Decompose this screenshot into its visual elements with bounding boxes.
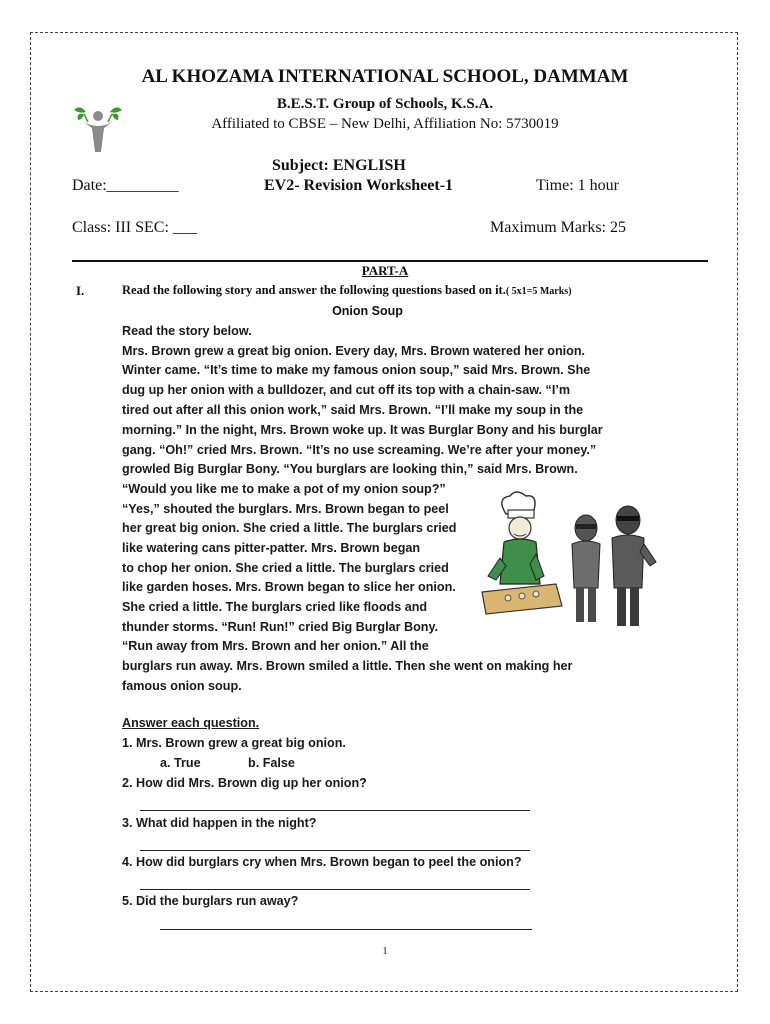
questions-heading: Answer each question. (122, 716, 260, 730)
story-line: “Yes,” shouted the burglars. Mrs. Brown began to peel (122, 502, 449, 516)
story-line: tired out after all this onion work,” said Mrs. Brown. “I’ll make my soup in the (122, 403, 584, 417)
question-1: 1. Mrs. Brown grew a great big onion. (122, 736, 346, 750)
subject-title: Subject: ENGLISH (272, 157, 406, 174)
instruction-text: Read the following story and answer the following questions based on it. (122, 283, 506, 297)
section-number: I. (76, 283, 85, 298)
time-label: Time: 1 hour (536, 177, 619, 194)
question-1-option-a: a. True (160, 756, 201, 770)
story-line: Read the story below. (122, 324, 252, 338)
max-marks: Maximum Marks: 25 (490, 219, 626, 236)
story-line: gang. “Oh!” cried Mrs. Brown. “It’s no use screaming. We’re after your money.” (122, 443, 597, 457)
header-divider (72, 260, 708, 262)
section-marks: ( 5x1=5 Marks) (505, 286, 572, 297)
story-line: to chop her onion. She cried a little. The burglars cried (122, 561, 449, 575)
answer-line-5 (160, 929, 532, 930)
date-field: Date:_________ (72, 177, 179, 194)
school-name: AL KHOZAMA INTERNATIONAL SCHOOL, DAMMAM (141, 66, 629, 87)
story-line: her great big onion. She cried a little. The burglars cried (122, 521, 457, 535)
answer-line-2 (140, 810, 530, 811)
school-group: B.E.S.T. Group of Schools, K.S.A. (276, 96, 494, 112)
section-instruction (122, 283, 572, 298)
question-3: 3. What did happen in the night? (122, 816, 317, 830)
story-line: “Run away from Mrs. Brown and her onion.” All the (122, 639, 429, 653)
story-line: thunder storms. “Run! Run!” cried Big Burglar Bony. (122, 620, 439, 634)
story-line: like garden hoses. Mrs. Brown began to slice her onion. (122, 580, 456, 594)
question-2: 2. How did Mrs. Brown dig up her onion? (122, 776, 367, 790)
story-line: “Would you like me to make a pot of my onion soup?” (122, 482, 446, 496)
page-number: 1 (382, 946, 388, 957)
story-line: growled Big Burglar Bony. “You burglars are looking thin,” said Mrs. Brown. (122, 462, 578, 476)
story-line: dug up her onion with a bulldozer, and cut off its top with a chain-saw. “I’m (122, 383, 571, 397)
answer-line-3 (140, 850, 530, 851)
chef-and-burglars-illustration (478, 488, 678, 638)
story-line: famous onion soup. (122, 679, 242, 693)
question-1-option-b: b. False (248, 756, 295, 770)
story-line: burglars run away. Mrs. Brown smiled a little. Then she went on making her (122, 659, 573, 673)
story-line: Mrs. Brown grew a great big onion. Every day, Mrs. Brown watered her onion. (122, 344, 586, 358)
story-title: Onion Soup (332, 304, 403, 318)
part-heading: PART-A (361, 263, 409, 278)
story-line: morning.” In the night, Mrs. Brown woke up. It was Burglar Bony and his burglar (122, 423, 603, 437)
affiliation: Affiliated to CBSE – New Delhi, Affiliation No: 5730019 (211, 116, 559, 132)
story-line: She cried a little. The burglars cried like floods and (122, 600, 428, 614)
story-line: Winter came. “It’s time to make my famous onion soup,” said Mrs. Brown. She (122, 363, 591, 377)
answer-line-4 (140, 889, 530, 890)
worksheet-title: EV2- Revision Worksheet-1 (264, 177, 454, 194)
story-line: like watering cans pitter-patter. Mrs. Brown began (122, 541, 421, 555)
question-4: 4. How did burglars cry when Mrs. Brown began to peel the onion? (122, 855, 522, 869)
class-field: Class: III SEC: ___ (72, 219, 197, 236)
question-5: 5. Did the burglars run away? (122, 894, 299, 908)
